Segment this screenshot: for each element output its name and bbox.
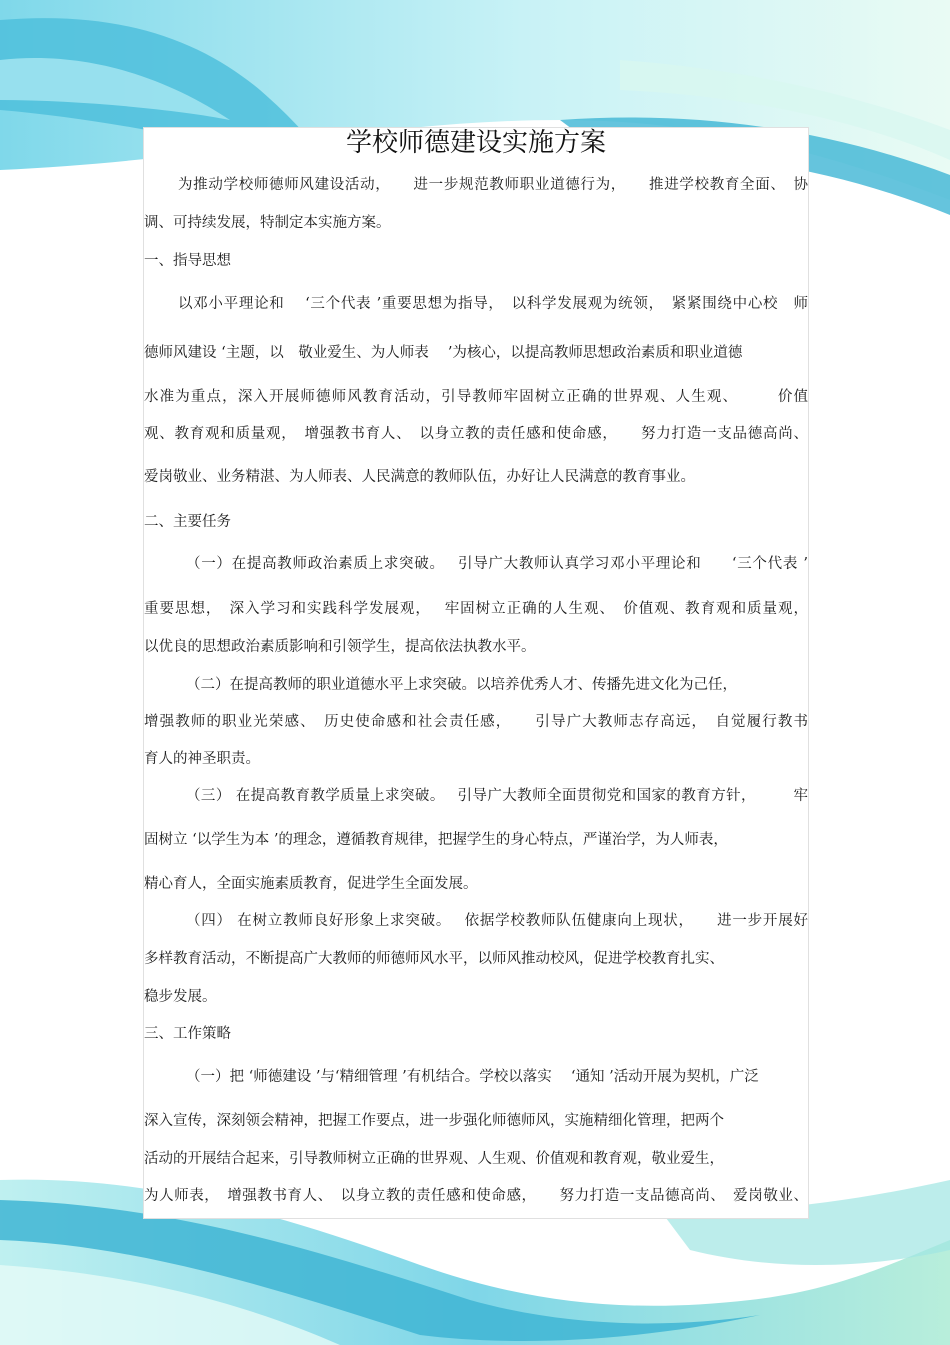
section-heading: 一、指导思想 bbox=[144, 253, 231, 269]
text-line: 为人师表， 增强教书育人、 以身立教的责任感和使命感， 努力打造一支品德高尚、 爱岗敬业、 bbox=[144, 1188, 808, 1204]
text-line: 水准为重点，深入开展师德师风教育活动，引导教师牢固树立正确的世界观、人生观、 价值 bbox=[144, 389, 808, 405]
text-line: 以邓小平理论和 ‘三个代表 ’重要思想为指导， 以科学发展观为统领， 紧紧围绕中心校 师 bbox=[178, 296, 808, 312]
text-line: 育人的神圣职责。 bbox=[144, 751, 260, 767]
text-line: 活动的开展结合起来，引导教师树立正确的世界观、人生观、价值观和教育观，敬业爱生， bbox=[144, 1151, 724, 1167]
text-line: 观、教育观和质量观， 增强教书育人、 以身立教的责任感和使命感， 努力打造一支品德高尚、 bbox=[144, 426, 808, 442]
text-line: （三） 在提高教育教学质量上求突破。 引导广大教师全面贯彻党和国家的教育方针， 牢 bbox=[186, 788, 808, 804]
text-line: （四） 在树立教师良好形象上求突破。 依据学校教师队伍健康向上现状， 进一步开展好 bbox=[186, 913, 808, 929]
text-line: 多样教育活动，不断提高广大教师的师德师风水平，以师风推动校风，促进学校教育扎实、 bbox=[144, 951, 724, 967]
text-line: 重要思想， 深入学习和实践科学发展观， 牢固树立正确的人生观、 价值观、教育观和质量观， bbox=[144, 601, 808, 617]
section-heading: 二、主要任务 bbox=[144, 514, 231, 530]
text-line: 德师风建设 ‘主题，以 敬业爱生、为人师表 ’为核心，以提高教师思想政治素质和职业道德 bbox=[144, 345, 743, 361]
text-line: 为推动学校师德师风建设活动， 进一步规范教师职业道德行为， 推进学校教育全面、 协 bbox=[178, 177, 808, 193]
document-title: 学校师德建设实施方案 bbox=[345, 128, 606, 158]
text-line: 深入宣传，深刻领会精神，把握工作要点，进一步强化师德师风，实施精细化管理，把两个 bbox=[144, 1113, 724, 1129]
text-line: 爱岗敬业、业务精湛、为人师表、人民满意的教师队伍，办好让人民满意的教育事业。 bbox=[144, 469, 695, 485]
text-line: 调、可持续发展，特制定本实施方案。 bbox=[144, 215, 391, 231]
text-line: 以优良的思想政治素质影响和引领学生，提高依法执教水平。 bbox=[144, 639, 536, 655]
text-line: （一）在提高教师政治素质上求突破。 引导广大教师认真学习邓小平理论和 ‘三个代表 ’ bbox=[186, 556, 808, 572]
section-heading: 三、工作策略 bbox=[144, 1026, 231, 1042]
document-page bbox=[143, 127, 809, 1219]
text-line: 增强教师的职业光荣感、 历史使命感和社会责任感， 引导广大教师志存高远， 自觉履行教书 bbox=[144, 714, 808, 730]
text-line: 固树立 ‘以学生为本 ’的理念，遵循教育规律，把握学生的身心特点，严谨治学，为人师表， bbox=[144, 832, 728, 848]
text-line: 稳步发展。 bbox=[144, 989, 217, 1005]
text-line: 精心育人，全面实施素质教育，促进学生全面发展。 bbox=[144, 876, 478, 892]
text-line: （一）把 ‘师德建设 ’与‘精细管理 ’有机结合。学校以落实 ‘通知 ’活动开展为契机，广泛 bbox=[186, 1069, 759, 1085]
text-line: （二）在提高教师的职业道德水平上求突破。以培养优秀人才、传播先进文化为己任， bbox=[186, 677, 737, 693]
